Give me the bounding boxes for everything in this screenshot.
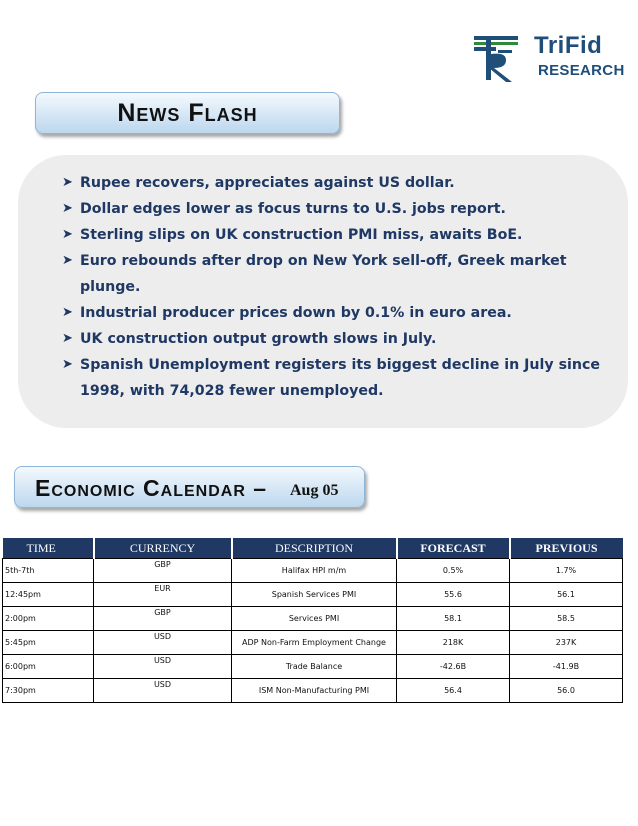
news-item: ➤ Dollar edges lower as focus turns to U.S. jobs report. xyxy=(62,196,602,222)
news-item: ➤ Industrial producer prices down by 0.1% in euro area. xyxy=(62,300,602,326)
cell-previous: 237K xyxy=(510,631,623,655)
economic-calendar-table xyxy=(2,538,623,703)
cell-time: 12:45pm xyxy=(3,583,94,607)
cell-currency: USD xyxy=(94,655,232,679)
cell-forecast: 0.5% xyxy=(397,559,510,583)
cell-forecast: 218K xyxy=(397,631,510,655)
table-row xyxy=(3,655,623,679)
news-item: ➤ Rupee recovers, appreciates against US dollar. xyxy=(62,170,602,196)
cell-time: 7:30pm xyxy=(3,679,94,703)
news-item: ➤ Spanish Unemployment registers its biggest decline in July since 1998, with 74,028 fewer unemployed. xyxy=(62,352,602,404)
cell-time: 2:00pm xyxy=(3,607,94,631)
news-item: ➤ UK construction output growth slows in July. xyxy=(62,326,602,352)
cell-description: ISM Non-Manufacturing PMI xyxy=(232,679,397,703)
cell-time: 5:45pm xyxy=(3,631,94,655)
arrow-bullet-icon: ➤ xyxy=(62,253,73,268)
cell-time: 6:00pm xyxy=(3,655,94,679)
news-item: ➤ Euro rebounds after drop on New York sell-off, Greek market plunge. xyxy=(62,248,602,300)
cell-time: 5th-7th xyxy=(3,559,94,583)
cell-description: Spanish Services PMI xyxy=(232,583,397,607)
logo-subtitle: RESEARCH xyxy=(538,62,625,79)
header-currency: CURRENCY xyxy=(94,538,232,559)
table-row xyxy=(3,679,623,703)
cell-forecast: 56.4 xyxy=(397,679,510,703)
arrow-bullet-icon: ➤ xyxy=(62,357,73,372)
economic-calendar-banner xyxy=(14,466,365,508)
cell-description: Halifax HPI m/m xyxy=(232,559,397,583)
table-row xyxy=(3,631,623,655)
cell-previous: -41.9B xyxy=(510,655,623,679)
news-flash-banner xyxy=(35,92,340,134)
cell-previous: 1.7% xyxy=(510,559,623,583)
cell-forecast: 58.1 xyxy=(397,607,510,631)
logo-name: TriFid xyxy=(534,32,603,59)
arrow-bullet-icon: ➤ xyxy=(62,227,73,242)
economic-calendar-title: Economic Calendar – xyxy=(35,475,268,501)
table-row xyxy=(3,559,623,583)
cell-currency: EUR xyxy=(94,583,232,607)
cell-description: Trade Balance xyxy=(232,655,397,679)
arrow-bullet-icon: ➤ xyxy=(62,331,73,346)
trifid-logo xyxy=(472,30,625,90)
table-row xyxy=(3,583,623,607)
arrow-bullet-icon: ➤ xyxy=(62,201,73,216)
cell-previous: 58.5 xyxy=(510,607,623,631)
cell-currency: USD xyxy=(94,679,232,703)
cell-description: ADP Non-Farm Employment Change xyxy=(232,631,397,655)
rupee-logo-icon xyxy=(472,30,528,86)
news-flash-title: News Flash xyxy=(117,99,258,127)
table-header-row xyxy=(3,538,623,559)
header-time: TIME xyxy=(3,538,94,559)
table-row xyxy=(3,607,623,631)
news-list xyxy=(62,170,602,404)
cell-currency: GBP xyxy=(94,559,232,583)
header-previous: PREVIOUS xyxy=(510,538,623,559)
cell-previous: 56.1 xyxy=(510,583,623,607)
cell-description: Services PMI xyxy=(232,607,397,631)
economic-calendar-date: Aug 05 xyxy=(290,482,339,499)
cell-currency: GBP xyxy=(94,607,232,631)
header-description: DESCRIPTION xyxy=(232,538,397,559)
news-item: ➤ Sterling slips on UK construction PMI miss, awaits BoE. xyxy=(62,222,602,248)
arrow-bullet-icon: ➤ xyxy=(62,175,73,190)
cell-forecast: -42.6B xyxy=(397,655,510,679)
cell-previous: 56.0 xyxy=(510,679,623,703)
cell-forecast: 55.6 xyxy=(397,583,510,607)
header-forecast: FORECAST xyxy=(397,538,510,559)
arrow-bullet-icon: ➤ xyxy=(62,305,73,320)
cell-currency: USD xyxy=(94,631,232,655)
